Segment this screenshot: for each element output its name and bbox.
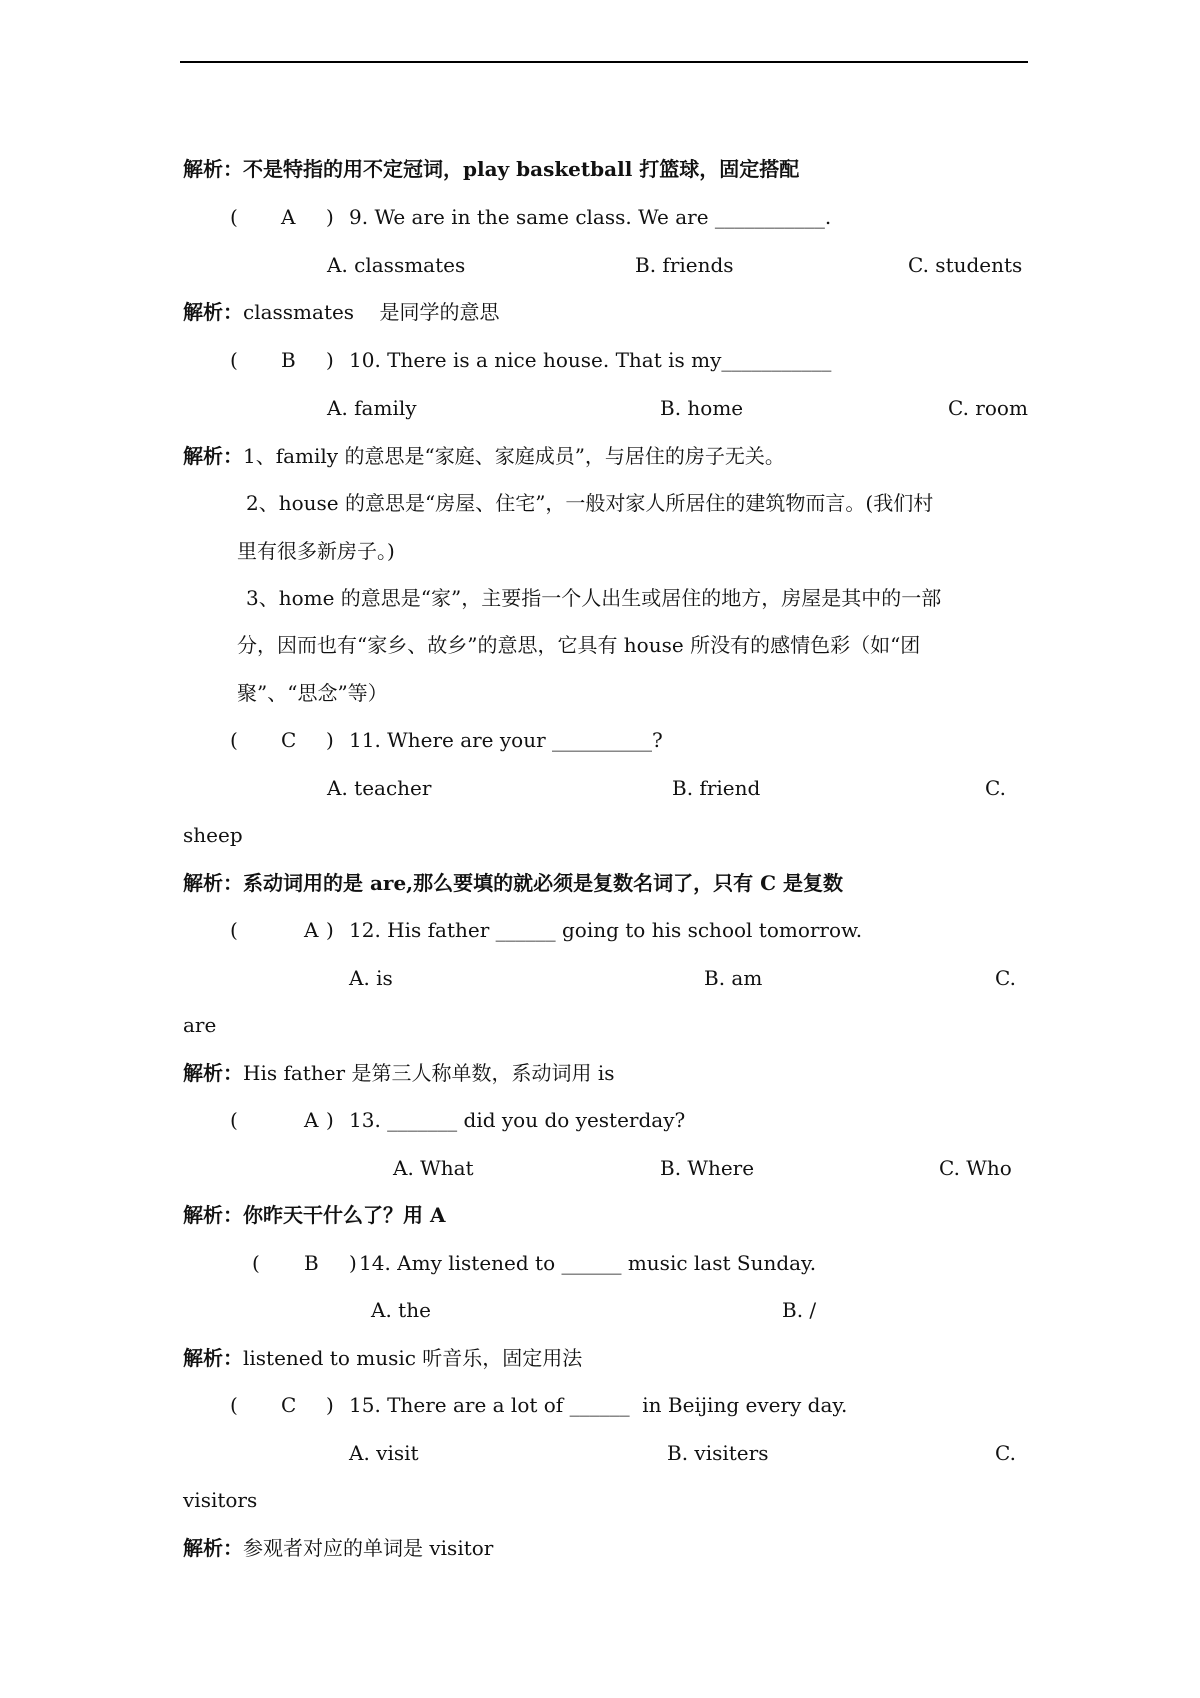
q13-answer: A: [304, 1108, 319, 1132]
q15-option-c-letter: C.: [995, 1441, 1016, 1465]
q15-stem: 15. There are a lot of ______ in Beijing every day.: [349, 1393, 848, 1417]
analysis-text: 1、family 的意思是“家庭、家庭成员”，与居住的房子无关。: [243, 444, 785, 468]
analysis-text: 你昨天干什么了？用 A: [243, 1203, 446, 1227]
q15-option-b: B. visiters: [667, 1441, 769, 1465]
q14-paren-close: ): [349, 1251, 357, 1275]
q12-paren-close: ): [326, 918, 334, 942]
q15-paren-close: ): [326, 1393, 334, 1417]
analysis-text: listened to music 听音乐，固定用法: [243, 1346, 583, 1370]
q9-stem: 9. We are in the same class. We are ___________.: [349, 205, 832, 229]
q10-paren-close: ): [326, 348, 334, 372]
q10-option-c: C. room: [948, 396, 1028, 420]
analysis-label: 解析：: [183, 1203, 243, 1227]
q10-option-b: B. home: [660, 396, 744, 420]
q10-analysis-3c: 聚”、“思念”等）: [237, 681, 388, 705]
q10-stem: 10. There is a nice house. That is my___________: [349, 348, 832, 372]
q11-analysis: [183, 870, 843, 896]
q11-option-c-word: sheep: [183, 823, 243, 847]
q11-option-b: B. friend: [672, 776, 761, 800]
analysis-label: 解析：: [183, 871, 243, 895]
q9-option-a: A. classmates: [327, 253, 466, 277]
q14-answer: B: [304, 1251, 319, 1275]
q10-analysis-3b: 分，因而也有“家乡、故乡”的意思，它具有 house 所没有的感情色彩（如“团: [237, 633, 921, 657]
q12-stem: 12. His father ______ going to his school tomorrow.: [349, 918, 863, 942]
analysis-label: 解析：: [183, 1061, 243, 1085]
q9-paren-close: ): [326, 205, 334, 229]
q9-option-b: B. friends: [635, 253, 734, 277]
q11-option-a: A. teacher: [327, 776, 432, 800]
q13-option-c: C. Who: [939, 1156, 1012, 1180]
q11-option-c-letter: C.: [985, 776, 1006, 800]
q12-analysis: [183, 1060, 614, 1086]
q13-option-a: A. What: [393, 1156, 474, 1180]
analysis-text: classmates 是同学的意思: [243, 300, 500, 324]
q13-analysis: [183, 1202, 445, 1228]
q9-analysis: [183, 299, 500, 325]
analysis-label: 解析：: [183, 1346, 243, 1370]
q12-option-c-word: are: [183, 1013, 217, 1037]
q11-paren-close: ): [326, 728, 334, 752]
q12-paren-open: (: [230, 918, 238, 942]
q10-analysis-2a: 2、house 的意思是“房屋、住宅”，一般对家人所居住的建筑物而言。(我们村: [246, 491, 934, 515]
q10-analysis-1: [183, 443, 785, 469]
q14-analysis: [183, 1345, 582, 1371]
q11-stem: 11. Where are your __________?: [349, 728, 663, 752]
q9-paren-open: (: [230, 205, 238, 229]
q13-paren-open: (: [230, 1108, 238, 1132]
q15-answer: C: [281, 1393, 297, 1417]
q9-option-c: C. students: [908, 253, 1023, 277]
q14-option-b: B. /: [782, 1298, 817, 1322]
analysis-label: 解析：: [183, 300, 243, 324]
q12-option-a: A. is: [349, 966, 393, 990]
q10-analysis-2b: 里有很多新房子。): [237, 539, 395, 563]
q13-stem: 13. _______ did you do yesterday?: [349, 1108, 686, 1132]
analysis-label: 解析：: [183, 1536, 243, 1560]
q13-paren-close: ): [326, 1108, 334, 1132]
analysis-label: 解析：: [183, 157, 243, 181]
analysis-label: 解析：: [183, 444, 243, 468]
q11-answer: C: [281, 728, 297, 752]
q14-paren-open: (: [252, 1251, 260, 1275]
analysis-text: 系动词用的是 are,那么要填的就必须是复数名词了，只有 C 是复数: [243, 871, 843, 895]
q11-paren-open: (: [230, 728, 238, 752]
q12-option-c-letter: C.: [995, 966, 1016, 990]
q14-option-a: A. the: [371, 1298, 431, 1322]
header-rule: [180, 61, 1028, 63]
q15-analysis: [183, 1535, 493, 1561]
q9-answer: A: [281, 205, 296, 229]
analysis-text: His father 是第三人称单数，系动词用 is: [243, 1061, 615, 1085]
q15-option-a: A. visit: [349, 1441, 419, 1465]
q14-stem: 14. Amy listened to ______ music last Sunday.: [359, 1251, 817, 1275]
q10-answer: B: [281, 348, 296, 372]
q10-option-a: A. family: [327, 396, 417, 420]
analysis-text: 不是特指的用不定冠词，play basketball 打篮球，固定搭配: [243, 157, 800, 181]
q10-paren-open: (: [230, 348, 238, 372]
q13-option-b: B. Where: [660, 1156, 755, 1180]
analysis-text: 参观者对应的单词是 visitor: [243, 1536, 494, 1560]
q8-analysis: [183, 156, 799, 182]
q15-option-c-word: visitors: [183, 1488, 258, 1512]
q10-analysis-3a: 3、home 的意思是“家”，主要指一个人出生或居住的地方，房屋是其中的一部: [246, 586, 942, 610]
q15-paren-open: (: [230, 1393, 238, 1417]
q12-option-b: B. am: [704, 966, 763, 990]
q12-answer: A: [304, 918, 319, 942]
